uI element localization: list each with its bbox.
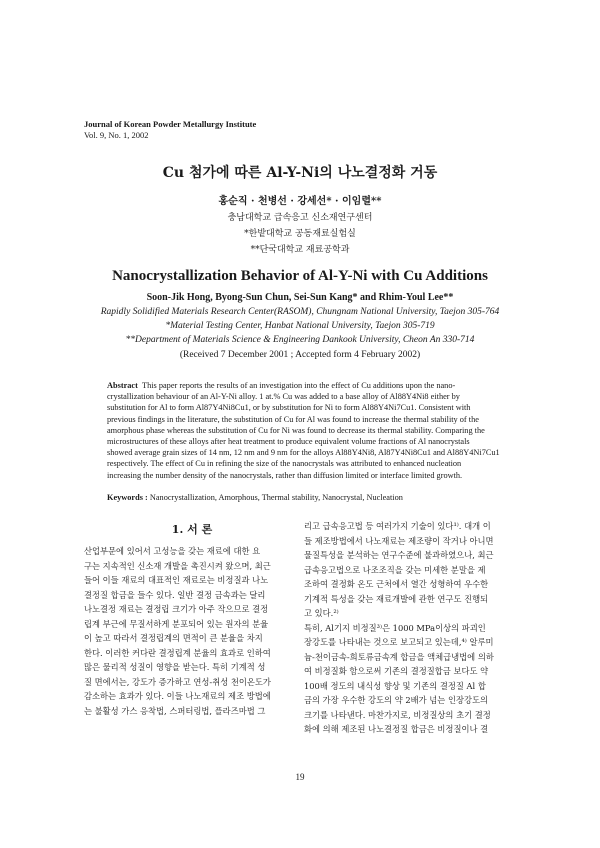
abstract-label: Abstract [107, 381, 138, 390]
right-column [304, 519, 520, 737]
body-line: 질 면에서는, 강도가 증가하고 연성-취성 천이온도가 [84, 676, 271, 687]
abstract-line: amorphous phase whereas the substitution of Cu for Ni was found to decrease its thermal stability. Comparing the [107, 425, 485, 435]
keywords-text: Nanocrystallization, Amorphous, Thermal stability, Nanocrystal, Nucleation [149, 493, 403, 502]
korean-affiliation: 충남대학교 급속응고 신소재연구센터 [227, 213, 373, 223]
abstract-line: microstructures of these alloys after heat treatment to produce equivalent volume fractions of Al nanocrystals [107, 437, 470, 447]
korean-authors: 홍순직 · 천병선 · 강세선* · 이임렬** [218, 196, 382, 207]
abstract-line: Abstract This paper reports the results of an investigation into the effect of Cu additions upon the nano- [107, 381, 456, 390]
journal-header [84, 119, 256, 141]
body-line: 화에 의해 제조된 나노결정질 합금은 비정질이나 결 [304, 724, 489, 734]
body-line: 물질특성을 분석하는 연구수준에 불과하였으나, 최근 [304, 550, 494, 560]
body-line: 이 높고 따라서 결정립계의 면적이 큰 분율을 차지 [84, 633, 263, 643]
section-heading: 1. 서 론 [171, 523, 213, 536]
body-line: 여 비정질화 함으로써 기존의 결정질합금 보다도 약 [304, 666, 489, 676]
body-line: 특히, Al기지 비정질³⁾은 1000 MPa이상의 파괴인 [304, 622, 486, 633]
keywords [107, 493, 507, 502]
left-column [84, 544, 300, 718]
english-affiliation: *Material Testing Center, Hanbat National University, Taejon 305-719 [165, 321, 435, 331]
body-line: 들 제조방법에서 나노재료는 제조량이 작거나 아니면 [304, 535, 494, 546]
english-authors: Soon-Jik Hong, Byong-Sun Chun, Sei-Sun Kang* and Rhim-Youl Lee** [146, 292, 454, 303]
abstract-line: substitution for Al to form Al87Y4Ni8Cu1, or by substitution for Ni to form Al88Y4Ni7Cu1. Consistent with [107, 403, 471, 413]
korean-affiliation: *한밭대학교 공동재료실험실 [244, 229, 356, 239]
body-line: 나노결정 재료는 결정립 크기가 아주 작으므로 결정 [84, 604, 269, 614]
abstract-line: previous findings in the literature, the substitution of Cu for Al was found to increase the thermal stability of the [107, 414, 479, 424]
abstract-line: respectively. The effect of Cu in refining the size of the nanocrystals was attributed to enhanced nucleation [107, 459, 462, 469]
body-line: 는 불활성 가스 응착법, 스퍼터링법, 플라즈마법 그 [84, 705, 266, 716]
body-line: 들어 이들 재료의 대표적인 재료로는 비정질과 나노 [84, 575, 269, 585]
page-number: 19 [295, 772, 305, 782]
abstract-line: increasing the number density of the nanocrystals, rather than diffusion limited or interface limited growth. [107, 470, 463, 480]
body-line: 늄-천이금속-희토류금속계 합금을 액체급냉법에 의하 [304, 651, 494, 662]
journal-volume: Vol. 9, No. 1, 2002 [84, 130, 149, 140]
abstract-line: crystallization behaviour of an Al-Y-Ni alloy. 1 at.% Cu was added to a base alloy of Al88Y4Ni8 either by [107, 392, 460, 402]
english-affiliation: **Department of Materials Science & Engineering Dankook University, Cheon An 330-714 [125, 335, 475, 345]
body-line: 많은 물리적 성질이 영향을 받는다. 특히 기계적 성 [84, 662, 266, 672]
korean-affiliation: **단국대학교 재료공학과 [250, 245, 350, 255]
body-line: 장강도를 나타내는 것으로 보고되고 있는데,⁴⁾ 알루미 [304, 637, 494, 647]
body-line: 100배 정도의 내식성 향상 및 기존의 결정질 Al 합 [304, 680, 486, 691]
abstract [107, 380, 500, 481]
body-line: 리고 급속응고법 등 여러가지 기술이 있다¹⁾. 대개 이 [304, 521, 491, 531]
english-affiliation: Rapidly Solidified Materials Research Center(RASOM), Chungnam National University, Taejon 305-764 [100, 307, 500, 317]
body-line: 고 있다.²⁾ [304, 608, 339, 618]
body-line: 조하여 결정화 온도 근처에서 열간 성형하여 우수한 [304, 579, 489, 589]
keywords-label: Keywords : [107, 493, 148, 502]
body-line: 립계 부근에 무질서하게 분포되어 있는 원자의 분율 [84, 618, 269, 629]
body-line: 기계적 특성을 갖는 재료개발에 관한 연구도 진행되 [304, 593, 489, 604]
abstract-line: showed average grain sizes of 14 nm, 12 nm and 9 nm for the alloys Al88Y4Ni8, Al87Y4Ni8Cu1 and Al88Y4Ni7Cu1 [107, 448, 500, 458]
body-line: 구는 지속적인 신소재 개발을 촉진시켜 왔으며, 최근 [84, 560, 271, 571]
body-line: 산업부문에 있어서 고성능을 갖는 재료에 대한 요 [84, 546, 261, 556]
body-line: 감소하는 효과가 있다. 이들 나노재료의 제조 방법에 [84, 691, 271, 701]
journal-name: Journal of Korean Powder Metallurgy Institute [84, 119, 257, 129]
body-line: 한다. 이러한 커다란 결정립계 분율의 효과로 인하여 [84, 647, 271, 658]
english-title: Nanocrystallization Behavior of Al-Y-Ni with Cu Additions [112, 268, 488, 284]
received-dates: (Received 7 December 2001 ; Accepted form 4 February 2002) [179, 350, 421, 360]
korean-title: Cu 첨가에 따른 Al-Y-Ni의 나노결정화 거동 [162, 165, 438, 181]
body-line: 금의 가장 우수한 강도의 약 2배가 넘는 인장강도의 [304, 695, 489, 705]
body-line: 결정질 합금을 들수 있다. 일반 결정 금속과는 달리 [84, 589, 266, 600]
body-line: 크기를 나타낸다. 마찬가지로, 비정질상의 초기 결정 [304, 709, 491, 720]
body-line: 급속응고법으로 나조조직을 갖는 미세한 분말을 제 [304, 564, 486, 575]
